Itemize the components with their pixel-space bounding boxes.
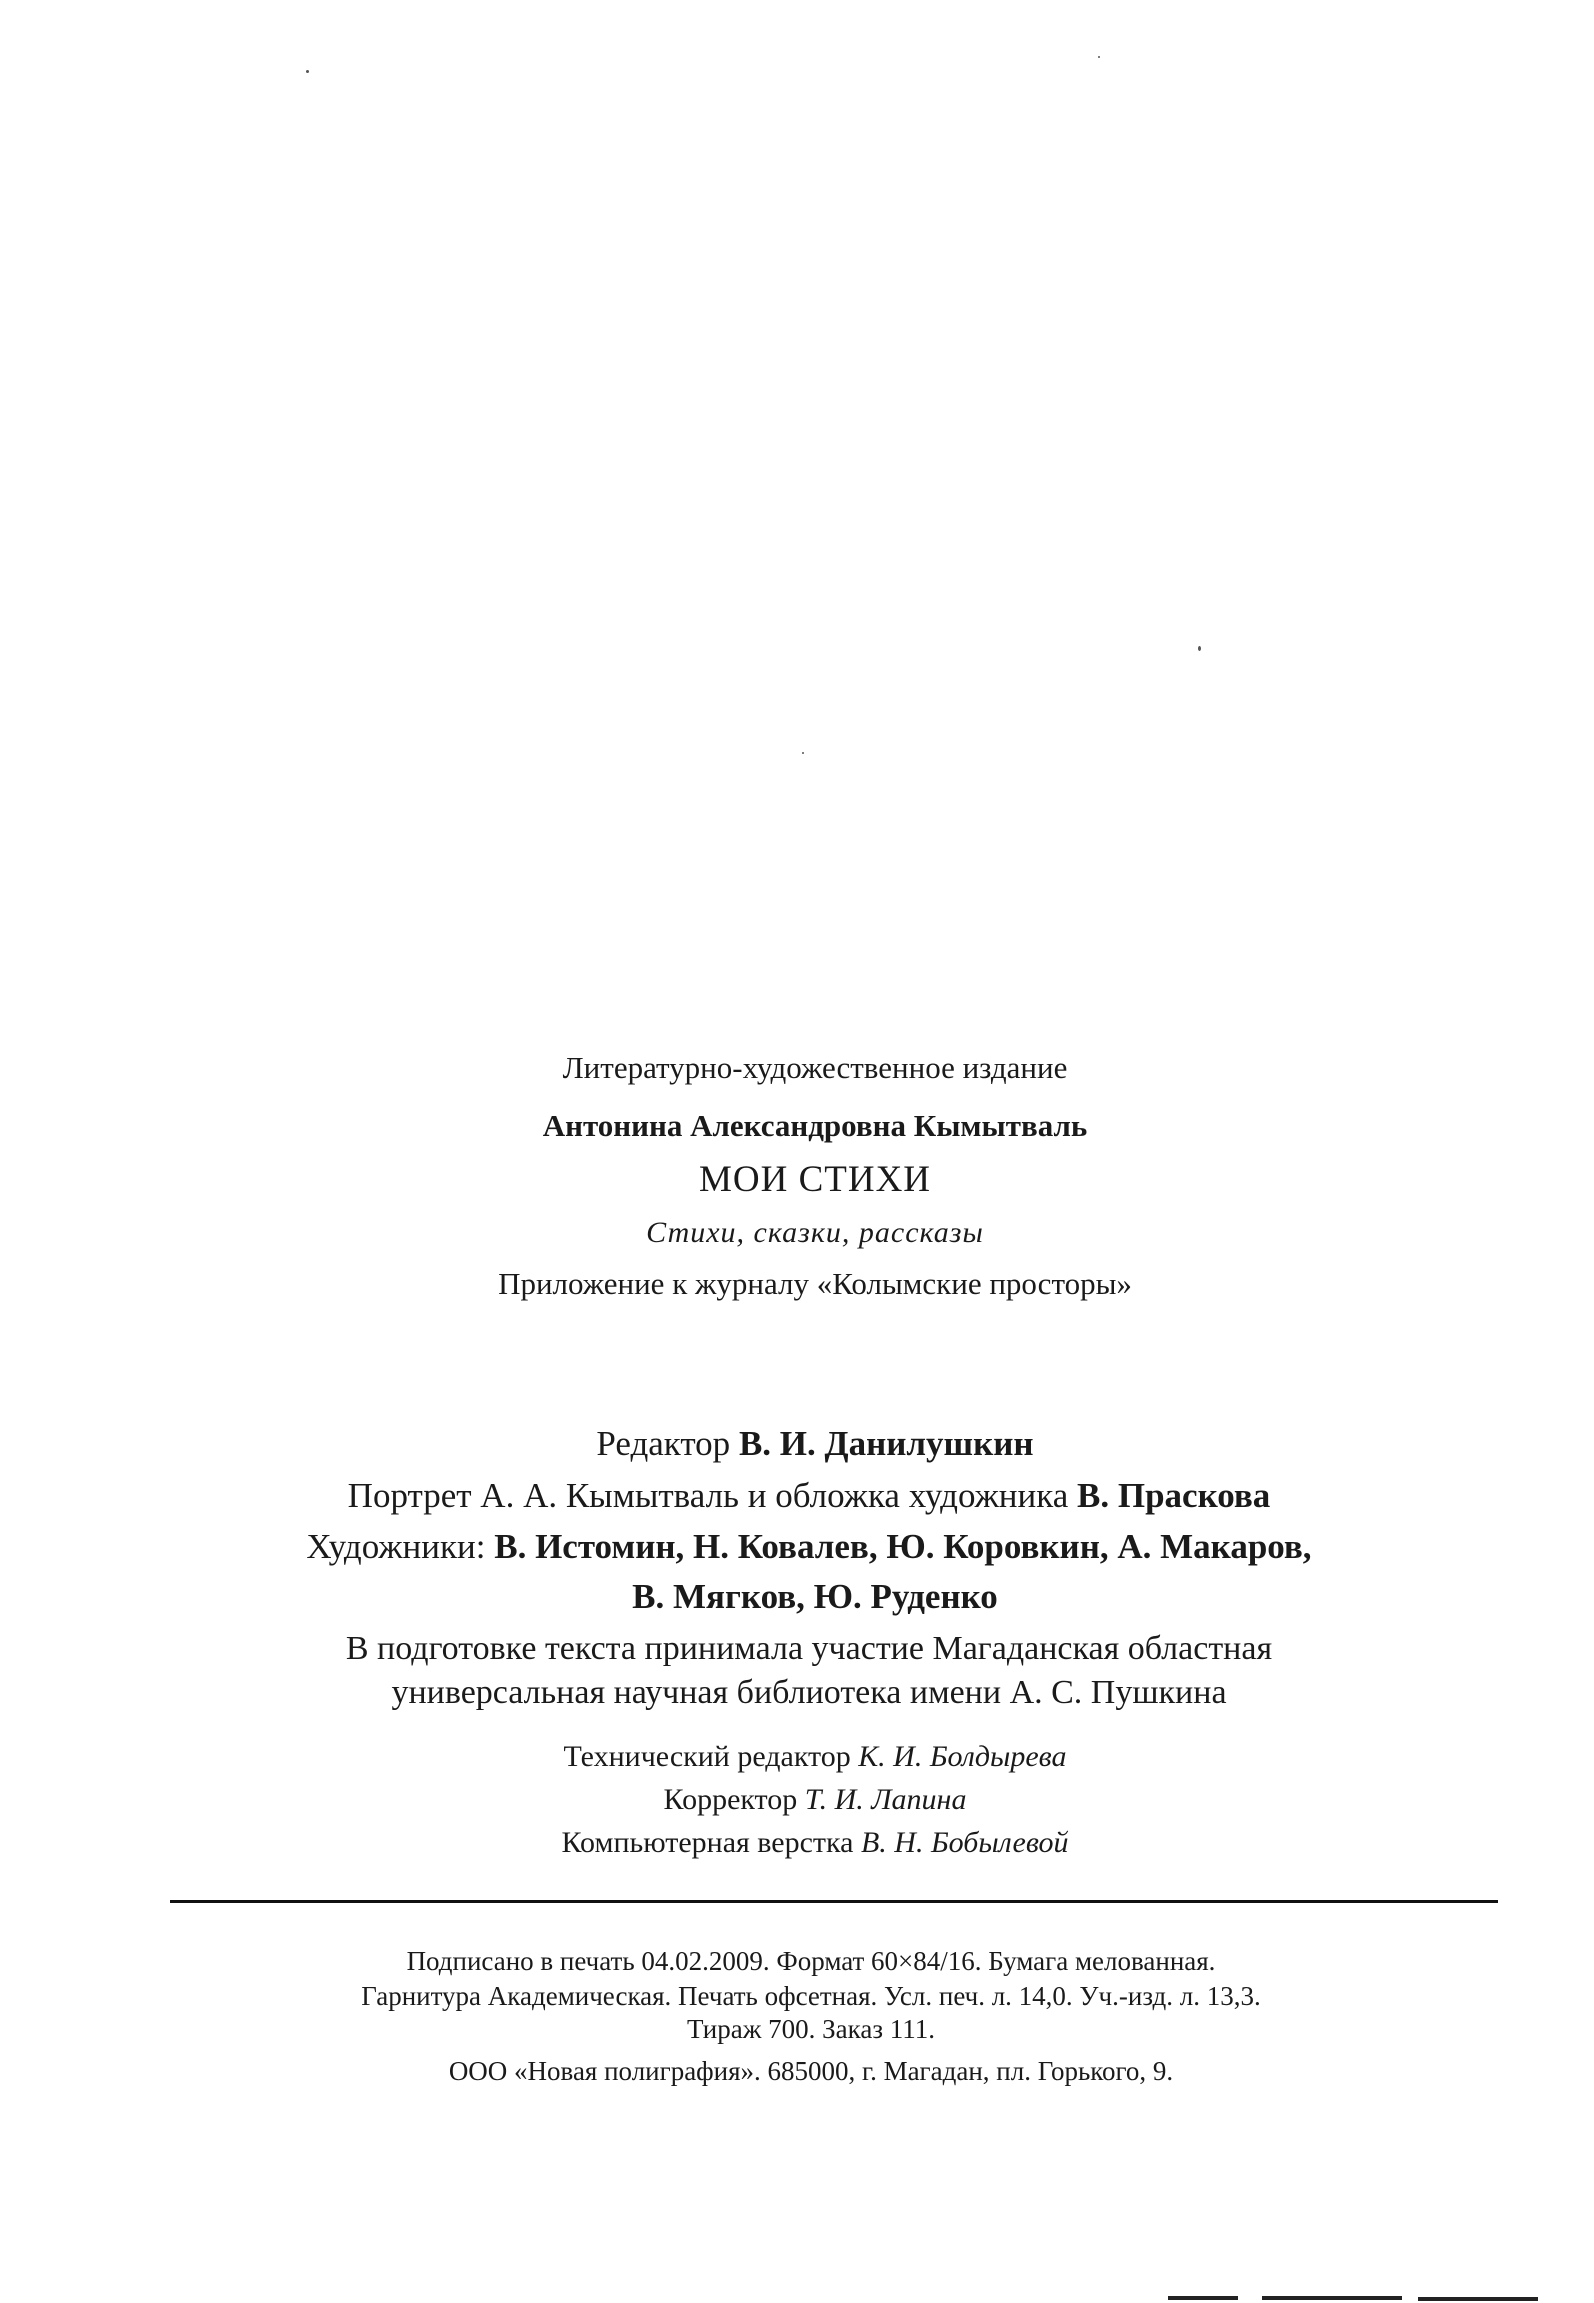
divider-rule (170, 1900, 1498, 1903)
layout-label: Компьютерная верстка (561, 1826, 854, 1859)
scan-edge-mark (1262, 2296, 1402, 2300)
editor-name: В. И. Данилушкин (738, 1424, 1034, 1463)
editor-label: Редактор (596, 1424, 731, 1463)
portrait-credit (12, 1476, 1594, 1516)
artists-credit-continued: В. Мягков, Ю. Руденко (632, 1577, 998, 1616)
scan-speck (306, 70, 309, 73)
scan-speck (1098, 56, 1100, 58)
preparation-note-line2: универсальная научная библиотека имени А. С. Пушкина (391, 1674, 1227, 1711)
artists-names-line1: В. Истомин, Н. Ковалев, Ю. Коровкин, А. Макаров, (494, 1527, 1312, 1566)
scan-speck (802, 752, 804, 754)
proofreader-name: Т. И. Лапина (804, 1783, 967, 1816)
tech-editor-credit (18, 1740, 1594, 1774)
imprint-line4: ООО «Новая полиграфия». 685000, г. Магадан, пл. Горького, 9. (448, 2056, 1174, 2086)
portrait-artist: В. Праскова (1077, 1476, 1271, 1515)
scan-edge-mark (1168, 2296, 1238, 2300)
artists-credit (12, 1527, 1594, 1567)
genre-subtitle: Стихи, сказки, рассказы (646, 1216, 984, 1249)
portrait-label: Портрет А. А. Кымытваль и обложка художника (347, 1476, 1069, 1515)
supplement-note: Приложение к журналу «Колымские просторы» (498, 1266, 1132, 1301)
imprint-line1: Подписано в печать 04.02.2009. Формат 60×84/16. Бумага мелованная. (406, 1946, 1216, 1976)
preparation-note-line1: В подготовке текста принимала участие Магаданская областная (345, 1630, 1273, 1667)
scan-speck (1198, 646, 1201, 651)
artists-label: Художники: (306, 1527, 486, 1566)
layout-name: В. Н. Бобылевой (860, 1826, 1069, 1859)
author-name: Антонина Александровна Кымытваль (542, 1108, 1088, 1143)
proofreader-label: Корректор (663, 1783, 798, 1816)
layout-credit (18, 1826, 1594, 1860)
book-title: МОИ СТИХИ (698, 1159, 932, 1200)
scan-edge-mark (1418, 2297, 1538, 2301)
imprint-line2: Гарнитура Академическая. Печать офсетная. Усл. печ. л. 14,0. Уч.-изд. л. 13,3. (361, 1981, 1261, 2011)
proofreader-credit (18, 1783, 1594, 1817)
tech-editor-label: Технический редактор (563, 1740, 851, 1773)
edition-type: Литературно-художественное издание (562, 1050, 1068, 1085)
tech-editor-name: К. И. Болдырева (858, 1740, 1067, 1773)
imprint-line3: Тираж 700. Заказ 111. (686, 2014, 936, 2044)
editor-credit (18, 1424, 1594, 1464)
